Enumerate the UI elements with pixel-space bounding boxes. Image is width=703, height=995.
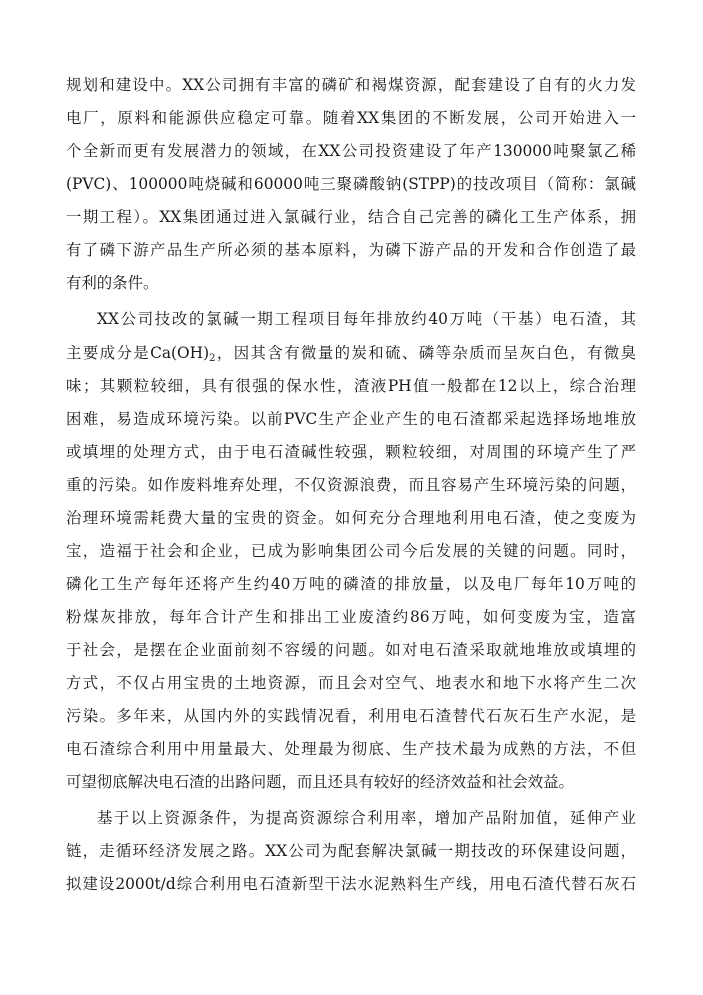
paragraph-2-line-14: 电石渣综合利用中用量最大、处理最为彻底、生产技术最为成熟的方法，不但: [66, 740, 636, 758]
paragraph-1-line-4: (PVC)、100000吨烧碱和60000吨三聚磷酸钠(STPP)的技改项目（简称：氯碱: [66, 175, 636, 193]
paragraph-2-line-5: 或填埋的处理方式，由于电石渣碱性较强，颗粒较细，对周围的环境产生了严: [66, 443, 636, 461]
formula-prefix-text: 主要成分是Ca(OH): [66, 344, 210, 362]
paragraph-2-line-1: XX公司技改的氯碱一期工程项目每年排放约40万吨（干基）电石渣，其: [97, 310, 636, 328]
paragraph-2-line-11: 于社会，是摆在企业面前刻不容缓的问题。如对电石渣采取就地堆放或填埋的: [66, 641, 636, 659]
paragraph-2-line-9: 磷化工生产每年还将产生约40万吨的磷渣的排放量，以及电厂每年10万吨的: [66, 575, 636, 593]
paragraph-2-line-6: 重的污染。如作废料堆弃处理，不仅资源浪费，而且容易产生环境污染的问题，: [66, 476, 636, 494]
paragraph-1-line-2: 电厂，原料和能源供应稳定可靠。随着XX集团的不断发展，公司开始进入一: [66, 109, 636, 127]
paragraph-2-line-8: 宝，造福于社会和企业，已成为影响集团公司今后发展的关键的问题。同时，: [66, 542, 636, 560]
paragraph-1-line-6: 有了磷下游产品生产所必须的基本原料，为磷下游产品的开发和合作创造了最: [66, 241, 636, 259]
formula-suffix-text: ，因其含有微量的炭和硫、磷等杂质而呈灰白色，有微臭: [215, 344, 636, 362]
paragraph-1-line-5: 一期工程）。XX集团通过进入氯碱行业，结合自己完善的磷化工生产体系，拥: [66, 208, 636, 226]
paragraph-2-line-3: 味；其颗粒较细，具有很强的保水性，渣液PH值一般都在12以上，综合治理: [66, 377, 636, 395]
paragraph-2-line-10: 粉煤灰排放，每年合计产生和排出工业废渣约86万吨，如何变废为宝，造富: [66, 608, 636, 626]
paragraph-2-line-12: 方式，不仅占用宝贵的土地资源，而且会对空气、地表水和地下水将产生二次: [66, 674, 636, 692]
paragraph-2-line-15: 可望彻底解决电石渣的出路问题，而且还具有较好的经济效益和社会效益。: [66, 773, 574, 791]
paragraph-2-line-13: 污染。多年来，从国内外的实践情况看，利用电石渣替代石灰石生产水泥，是: [66, 707, 636, 725]
paragraph-1-line-7: 有利的条件。: [66, 274, 159, 292]
paragraph-2-line-7: 治理环境需耗费大量的宝贵的资金。如何充分合理地利用电石渣，使之变废为: [66, 509, 636, 527]
paragraph-3-line-3: 拟建设2000t/d综合利用电石渣新型干法水泥熟料生产线，用电石渣代替石灰石: [66, 875, 636, 893]
paragraph-3-line-1: 基于以上资源条件，为提高资源综合利用率，增加产品附加值，延伸产业: [97, 809, 636, 827]
paragraph-1-line-1: 规划和建设中。XX公司拥有丰富的磷矿和褐煤资源，配套建设了自有的火力发: [66, 76, 636, 94]
paragraph-1-line-3: 个全新而更有发展潜力的领域，在XX公司投资建设了年产130000吨聚氯乙稀: [66, 142, 636, 160]
paragraph-2-line-4: 困难，易造成环境污染。以前PVC生产企业产生的电石渣都采起选择场地堆放: [66, 410, 636, 428]
subscript-2: 2: [209, 353, 216, 364]
paragraph-2-line-2: [66, 338, 636, 368]
paragraph-3-line-2: 链，走循环经济发展之路。XX公司为配套解决氯碱一期技改的环保建设问题，: [66, 842, 636, 860]
